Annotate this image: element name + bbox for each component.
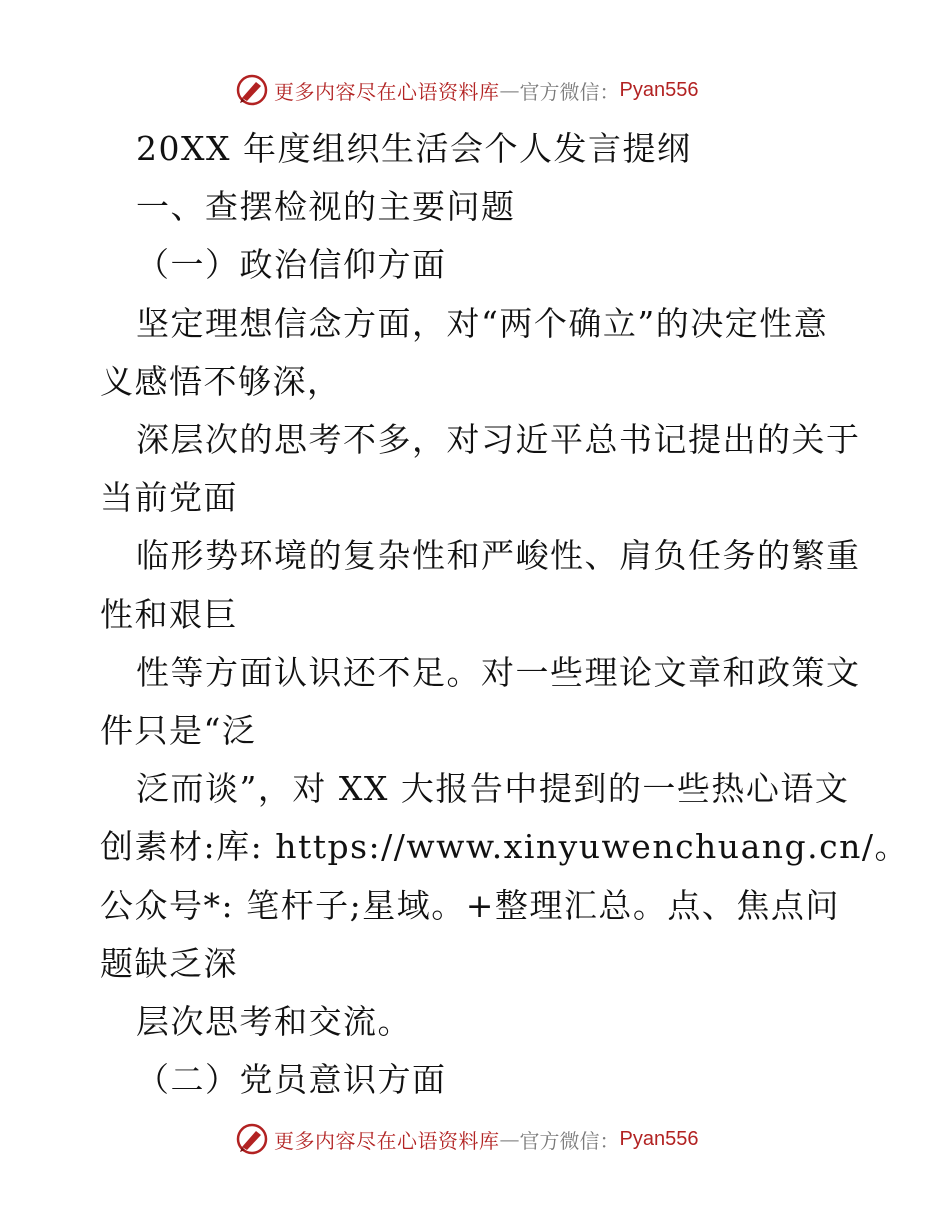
text-line: 义感悟不够深， xyxy=(100,361,342,401)
text-line: 题缺乏深 xyxy=(100,943,238,983)
text-line: 泛而谈”，对 XX 大报告中提到的一些热心语文 xyxy=(136,769,850,809)
pen-logo-icon xyxy=(236,1123,268,1155)
text-line: 临形势环境的复杂性和严峻性、肩负任务的繁重 xyxy=(136,536,861,576)
banner-separator: — xyxy=(499,78,520,102)
banner-wechat-id: Pyan556 xyxy=(619,1127,699,1150)
document-title: 20XX 年度组织生活会个人发言提纲 xyxy=(136,129,692,168)
banner-separator: — xyxy=(499,1127,520,1151)
banner-site-text: 更多内容尽在心语资料库 xyxy=(274,79,500,104)
text-line: 坚定理想信念方面，对“两个确立”的决定性意 xyxy=(136,303,829,343)
banner-site-text: 更多内容尽在心语资料库 xyxy=(274,1128,500,1153)
text-line: 性等方面认识还不足。对一些理论文章和政策文 xyxy=(136,652,861,692)
header-banner xyxy=(236,73,698,107)
subsection-heading: （一）政治信仰方面 xyxy=(136,245,447,285)
text-line: 深层次的思考不多，对习近平总书记提出的关于 xyxy=(136,420,861,460)
banner-wechat-id: Pyan556 xyxy=(619,78,699,101)
text-line: 件只是“泛 xyxy=(100,711,257,751)
text-line: 层次思考和交流。 xyxy=(136,1002,412,1042)
banner-label: 官方微信： xyxy=(519,1128,620,1153)
section-heading: 一、查摆检视的主要问题 xyxy=(136,187,516,227)
footer-banner xyxy=(236,1122,698,1156)
banner-label: 官方微信： xyxy=(519,79,620,104)
text-line: 公众号*: 笔杆子;星域。+整理汇总。点、焦点问 xyxy=(100,885,840,925)
text-line: 当前党面 xyxy=(100,478,238,518)
text-line: 性和艰巨 xyxy=(100,594,238,634)
subsection-heading: （二）党员意识方面 xyxy=(136,1060,447,1100)
pen-logo-icon xyxy=(236,74,268,106)
text-line: 创素材:库: https://www.xinyuwenchuang.cn/。 xyxy=(100,827,909,867)
document-body xyxy=(100,120,909,1109)
